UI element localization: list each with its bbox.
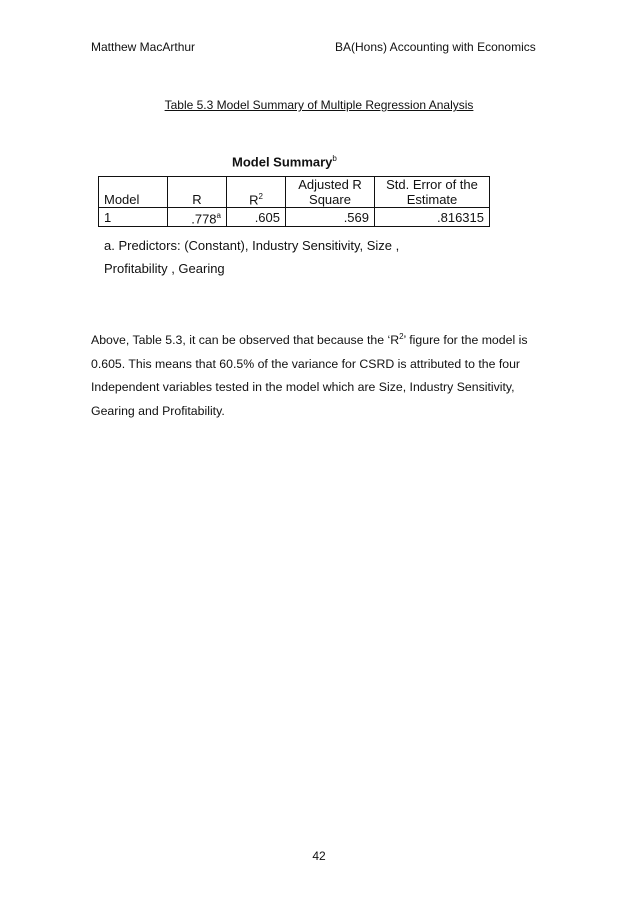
header-adjusted-r-square [286, 177, 375, 208]
model-summary-table [98, 176, 490, 227]
model-summary-title-sup: b [332, 154, 337, 163]
header-model: Model [99, 177, 168, 208]
model-summary-title-text: Model Summary [232, 154, 333, 170]
cell-r [168, 208, 227, 227]
table-row [99, 208, 490, 227]
header-se-line2: Estimate [406, 192, 458, 207]
header-r2 [227, 177, 286, 208]
page-number: 42 [312, 849, 326, 863]
cell-model: 1 [99, 208, 168, 227]
body-sup: 2 [399, 332, 404, 341]
header-r2-base: R [249, 192, 259, 207]
header-author: Matthew MacArthur [91, 40, 196, 54]
body-paragraph [91, 325, 561, 423]
header-r2-sup: 2 [258, 191, 263, 201]
body-part2: ’ figure for the model is 0.605. This means that 60.5% of the variance for CSRD is attributed to the four Independent variables tested in the model which are Size, Industry Sensitivity, Gearing and Profitability. [91, 333, 528, 418]
cell-r2: .605 [227, 208, 286, 227]
table-footnote: a. Predictors: (Constant), Industry Sensitivity, Size , Profitability , Gearing [104, 238, 400, 276]
cell-adjusted-r-square: .569 [286, 208, 375, 227]
header-adj-line1: Adjusted R [298, 177, 362, 192]
table-caption: Table 5.3 Model Summary of Multiple Regression Analysis [164, 98, 474, 112]
table-header-row [99, 177, 490, 208]
cell-r-sup: a [216, 211, 221, 220]
cell-r-value: .778 [191, 211, 217, 227]
header-se-line1: Std. Error of the [386, 177, 478, 192]
cell-std-error: .816315 [375, 208, 490, 227]
header-std-error [375, 177, 490, 208]
header-adj-line2: Square [309, 192, 351, 207]
header-course: BA(Hons) Accounting with Economics [335, 40, 536, 54]
header-r: R [168, 177, 227, 208]
model-summary-title [232, 154, 337, 169]
body-part1: Above, Table 5.3, it can be observed that because the ‘R [91, 333, 400, 348]
